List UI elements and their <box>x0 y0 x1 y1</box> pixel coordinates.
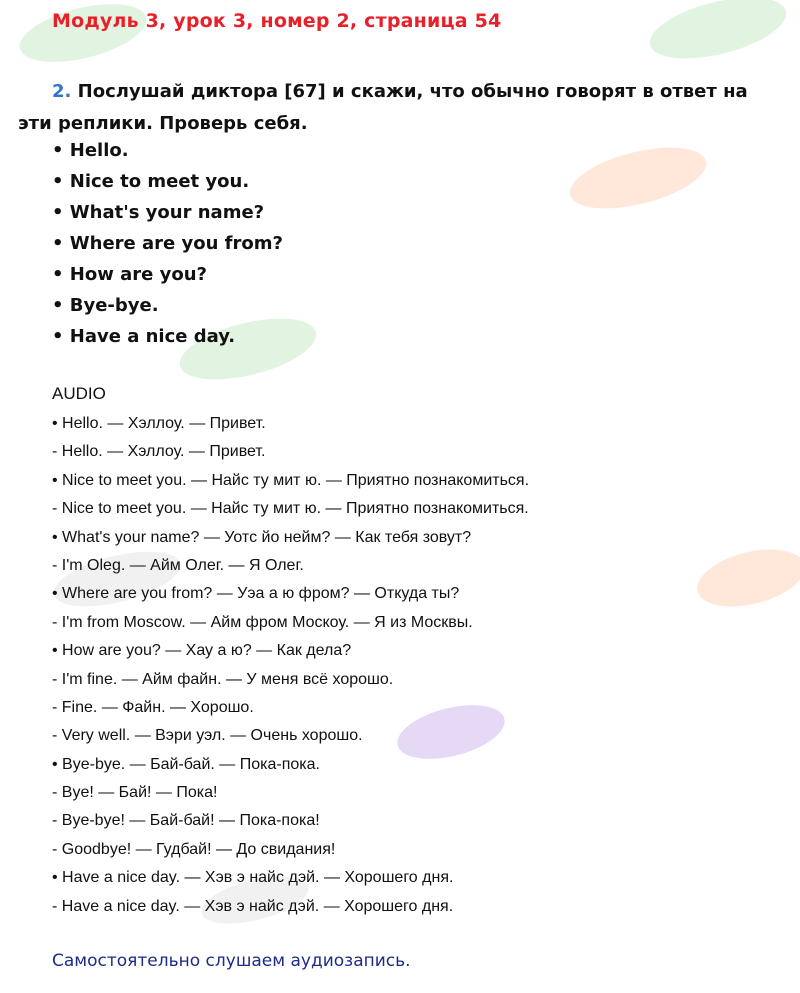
watermark-logo <box>564 136 712 220</box>
phrase-item: • Have a nice day. <box>52 326 236 347</box>
audio-line: - I'm fine. — Айм файн. — У меня всё хорошо. <box>52 670 394 688</box>
audio-line: - Bye! — Бай! — Пока! <box>52 784 218 802</box>
audio-heading: AUDIO <box>52 384 106 403</box>
phrase-item: • Bye-bye. <box>52 295 159 316</box>
phrase-item: • Hello. <box>52 140 129 161</box>
audio-line: - Very well. — Вэри уэл. — Очень хорошо. <box>52 727 363 745</box>
phrase-item: • How are you? <box>52 264 207 285</box>
phrase-item: • Nice to meet you. <box>52 171 250 192</box>
watermark-logo <box>644 0 792 70</box>
task-text: Послушай диктора [67] и скажи, что обычно говорят в ответ на эти реплики. Проверь себя. <box>18 81 748 134</box>
audio-line: • How are you? — Хау а ю? — Как дела? <box>52 642 352 660</box>
audio-line: - Fine. — Файн. — Хорошо. <box>52 698 254 716</box>
task-instruction <box>18 76 778 140</box>
audio-line: • Where are you from? — Уэа а ю фром? — Откуда ты? <box>52 585 460 603</box>
audio-line: - Have a nice day. — Хэв э найс дэй. — Хорошего дня. <box>52 897 454 915</box>
phrase-item: • What's your name? <box>52 202 265 223</box>
audio-line: • Bye-bye. — Бай-бай. — Пока-пока. <box>52 755 320 773</box>
audio-transcript <box>52 410 529 921</box>
page-title: Модуль 3, урок 3, номер 2, страница 54 <box>52 10 502 32</box>
audio-line: • Nice to meet you. — Найс ту мит ю. — Приятно познакомиться. <box>52 471 530 489</box>
audio-line: • What's your name? — Уотс йо нейм? — Как тебя зовут? <box>52 528 472 546</box>
phrase-list <box>52 135 283 352</box>
audio-line: - Bye-bye! — Бай-бай! — Пока-пока! <box>52 812 320 830</box>
audio-line: - Hello. — Хэллоу. — Привет. <box>52 443 266 461</box>
task-number: 2. <box>52 81 72 102</box>
audio-line: - Nice to meet you. — Найс ту мит ю. — Приятно познакомиться. <box>52 500 529 518</box>
audio-line: - I'm from Moscow. — Айм фром Москоу. — Я из Москвы. <box>52 613 473 631</box>
audio-line: - Goodbye! — Гудбай! — До свидания! <box>52 840 336 858</box>
audio-line: - I'm Oleg. — Айм Олег. — Я Олег. <box>52 556 304 574</box>
phrase-item: • Where are you from? <box>52 233 283 254</box>
footer-note: Самостоятельно слушаем аудиозапись. <box>52 951 411 971</box>
audio-line: • Hello. — Хэллоу. — Привет. <box>52 415 266 432</box>
audio-line: • Have a nice day. — Хэв э найс дэй. — Хорошего дня. <box>52 869 454 887</box>
watermark-logo <box>691 539 800 616</box>
